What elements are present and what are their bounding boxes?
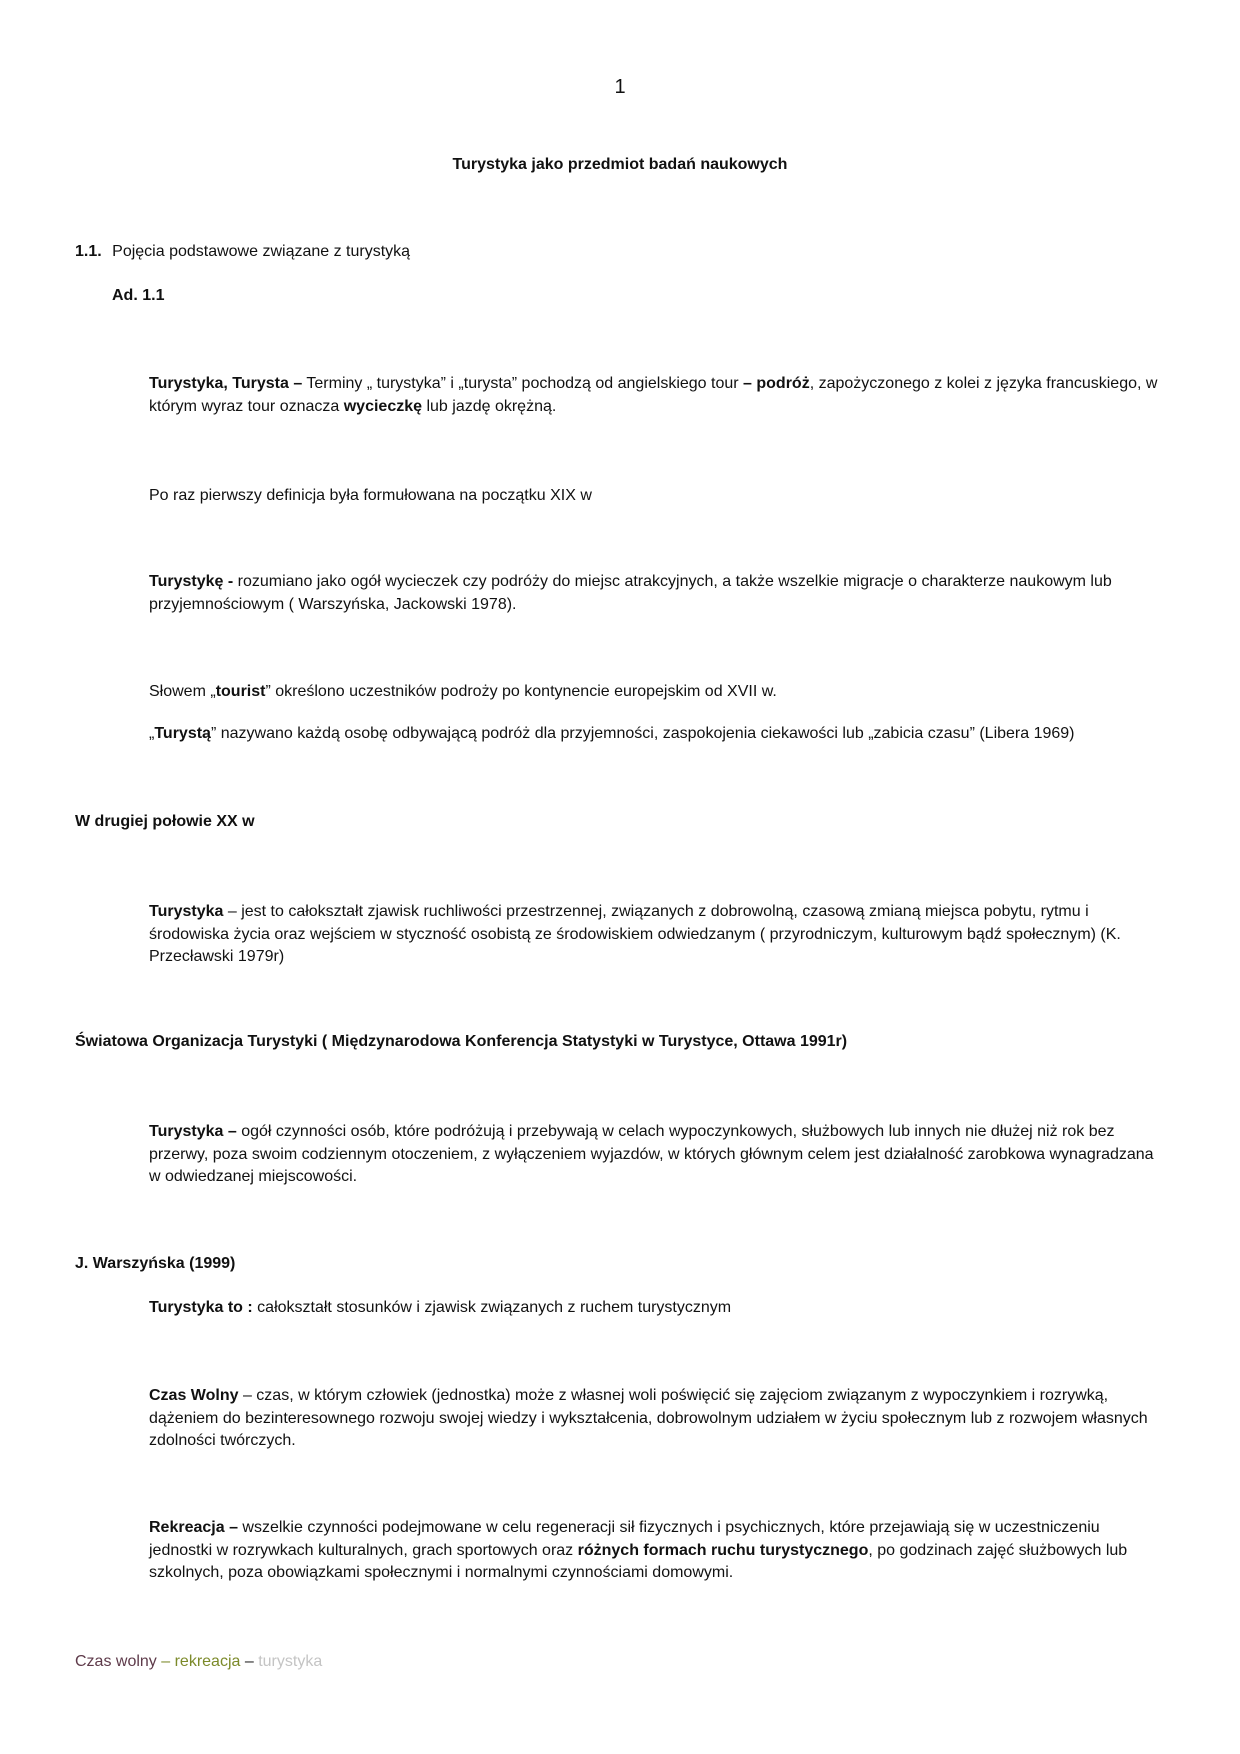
paragraph-przeclawski: Turystyka – jest to całokształt zjawisk ruchliwości przestrzennej, związanych z dobrowolną, czasową zmianą miejsca pobytu, rytmu i środowiska życia oraz wejściem w styczność osobistą ze środowiskiem odwiedzanym ( przyrodniczym, kulturowym bądź społecznym) (K. Przecławski 1979r) bbox=[149, 903, 1121, 965]
paragraph-wto-definition: Turystyka – ogół czynności osób, które podróżują i przebywają w celach wypoczynkowych, służbowych lub innych nie dłużej niż rok bez przerwy, poza swoim codziennym otoczeniem, z wyłączeniem wyjazdów, w których głównym celem jest działalność zarobkowa wynagradzana w odwiedzanej miejscowości. bbox=[149, 1123, 1154, 1185]
paragraph-tourist: Słowem „tourist” określono uczestników podroży po kontynencie europejskim od XVII w. bbox=[149, 683, 777, 700]
heading-wto: Światowa Organizacja Turystyki ( Międzynarodowa Konferencja Statystyki w Turystyce, Ottawa 1991r) bbox=[75, 1033, 848, 1050]
footer-czas-wolny: Czas wolny bbox=[75, 1653, 157, 1670]
term: Turystyka – bbox=[149, 1123, 237, 1140]
page-footer bbox=[75, 1653, 322, 1671]
paragraph-turysta: „Turystą” nazywano każdą osobę odbywającą podróż dla przyjemności, zaspokojenia ciekawości lub „zabicia czasu” (Libera 1969) bbox=[149, 725, 1075, 742]
paragraph-czas-wolny: Czas Wolny – czas, w którym człowiek (jednostka) może z własnej woli poświęcić się zajęciom związanym z wypoczynkiem i rozrywką, dążeniem do bezinteresownego rozwoju swojej wiedzy i wykształcenia, dobrowolnym udziałem w życiu społecznym lub z rozwojem własnych zdolności twórczych. bbox=[149, 1387, 1148, 1449]
term: Turystyka to : bbox=[149, 1299, 253, 1316]
footer-rekreacja: – rekreacja bbox=[156, 1653, 241, 1670]
section-number: 1.1. bbox=[75, 243, 102, 260]
term: Czas Wolny bbox=[149, 1387, 239, 1404]
term: Turystykę - bbox=[149, 573, 234, 590]
document-title: Turystyka jako przedmiot badań naukowych bbox=[452, 156, 788, 173]
paragraph-first-definition: Po raz pierwszy definicja była formułowana na początku XIX w bbox=[149, 487, 592, 504]
heading-warszynska: J. Warszyńska (1999) bbox=[75, 1255, 236, 1272]
term: Turystyka, Turysta – bbox=[149, 375, 303, 392]
paragraph-warszynska-definition: Turystyka to : całokształt stosunków i zjawisk związanych z ruchem turystycznym bbox=[149, 1299, 732, 1316]
term: Rekreacja – bbox=[149, 1519, 238, 1536]
term: Turystyka bbox=[149, 903, 224, 920]
paragraph-turystyke: Turystykę - rozumiano jako ogół wycieczek czy podróży do miejsc atrakcyjnych, a także wszelkie migracje o charakterze naukowym lub przyjemnościowym ( Warszyńska, Jackowski 1978). bbox=[149, 573, 1112, 613]
paragraph-rekreacja: Rekreacja – wszelkie czynności podejmowane w celu regeneracji sił fizycznych i psychicznych, które przejawiają się w uczestniczeniu jednostki w rozrywkach kulturalnych, grach sportowych oraz różnych formach ruchu turystycznego, po godzinach zajęć służbowych lub szkolnych, poza obowiązkami społecznymi i normalnymi czynnościami domowymi. bbox=[149, 1519, 1128, 1581]
heading-second-half-xx: W drugiej połowie XX w bbox=[75, 813, 255, 830]
footer-dash: – bbox=[240, 1653, 259, 1670]
page-number: 1 bbox=[614, 76, 626, 98]
section-title: Pojęcia podstawowe związane z turystyką bbox=[112, 243, 411, 260]
section-heading bbox=[75, 243, 410, 261]
footer-turystyka: turystyka bbox=[258, 1653, 323, 1670]
paragraph-turystyka-turysta: Turystyka, Turysta – Terminy „ turystyka” i „turysta” pochodzą od angielskiego tour – podróż, zapożyczonego z kolei z języka francuskiego, w którym wyraz tour oznacza wycieczkę lub jazdę okrężną. bbox=[149, 375, 1158, 415]
ad-heading: Ad. 1.1 bbox=[112, 287, 165, 304]
